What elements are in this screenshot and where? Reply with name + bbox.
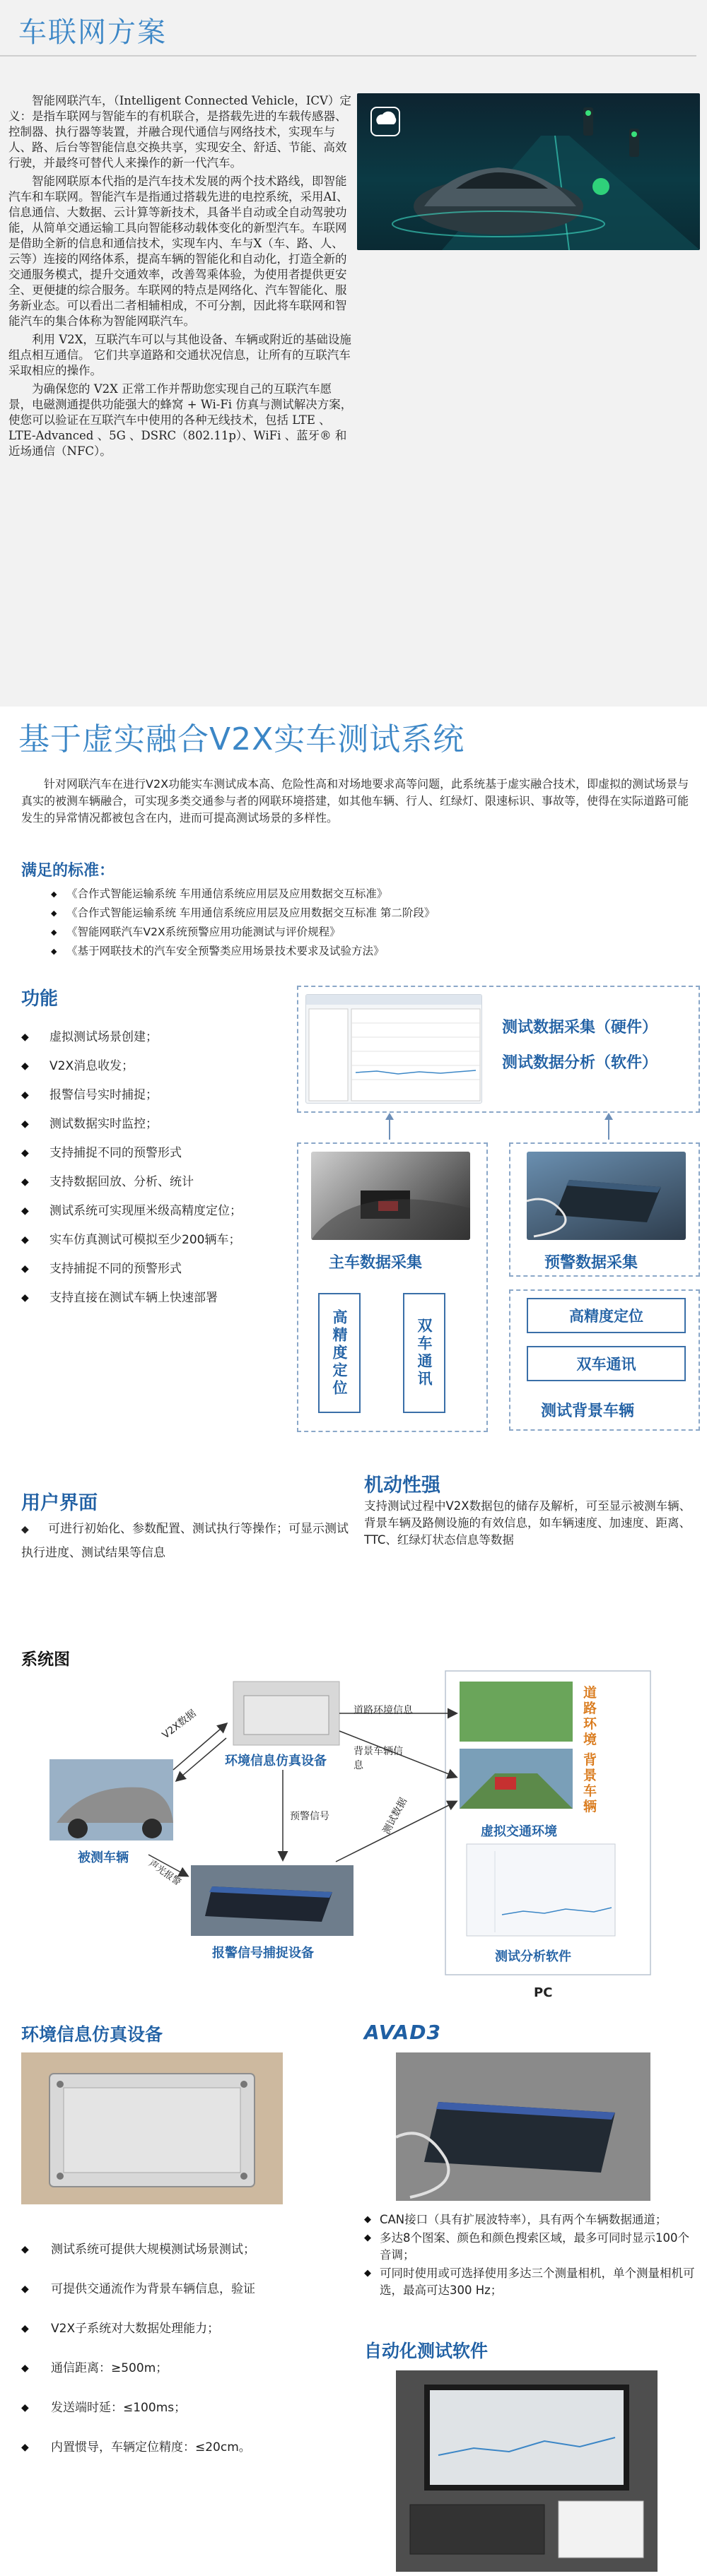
- auto-test-title: 自动化测试软件: [364, 2341, 489, 2361]
- arrow-up: [608, 1114, 609, 1140]
- env-sim-device-label: 环境信息仿真设备: [225, 1754, 327, 1768]
- list-item: ◆ 《合作式智能运输系统 车用通信系统应用层及应用数据交互标准 第二阶段》: [51, 904, 687, 923]
- ui-title: 用户界面: [21, 1492, 98, 1514]
- dual-comm-box: 双车通讯: [403, 1293, 445, 1413]
- list-item: ◆ 可同时使用或可选择使用多达三个测量相机，单个测量相机可选，最高可达300 Hz；: [364, 2265, 696, 2299]
- test-software-label: 测试分析软件: [495, 1949, 571, 1964]
- list-item: ◆ 《基于网联技术的汽车安全预警类应用场景技术要求及试验方法》: [51, 942, 687, 961]
- functions-title: 功能: [21, 988, 59, 1010]
- list-item: ◆ 测试系统可实现厘米级高精度定位；: [21, 1202, 297, 1231]
- hp-pos-box: 高精度定位: [318, 1293, 361, 1413]
- avad-photo: [396, 2052, 650, 2201]
- paragraph: 智能网联汽车，（Intelligent Connected Vehicle，ICV）定义：是指车联网与智能车的有机联合，是搭载先进的车载传感器、控制器、执行器等装置，并融合现代通信与网络技术，实现车与人、路、后台等智能信息交换共享，实现安全、舒适、节能、高效行驶，并最终可替代人来操作的新一代汽车。: [8, 94, 351, 170]
- title-divider: [0, 55, 696, 57]
- warning-signal-label: 预警信号: [290, 1811, 329, 1822]
- pc-label: PC: [534, 1985, 553, 2000]
- avad-list: [364, 2211, 696, 2300]
- dual-comm-box-2: 双车通讯: [527, 1346, 686, 1381]
- road-env-label: 道路环境: [583, 1685, 597, 1747]
- capture-device-photo: [527, 1152, 686, 1240]
- function-diagram: [297, 986, 700, 1438]
- paragraph: 利用 V2X，互联汽车可以与其他设备、车辆或附近的基础设施组点相互通信。 它们共享道路和交通状况信息，让所有的互联汽车采取相应的操作。: [8, 333, 351, 377]
- sound-light-label: 声光报警: [146, 1858, 183, 1889]
- list-item: ◆ V2X消息收发；: [21, 1057, 297, 1086]
- list-item: ◆ 支持数据回放、分析、统计: [21, 1173, 297, 1202]
- list-item: ◆ 内置惯导，车辆定位精度：≤20cm。: [21, 2438, 346, 2477]
- functions-list: [21, 1028, 297, 1318]
- vehicle-interior-photo: [311, 1152, 470, 1240]
- system-diagram: [0, 1632, 707, 2007]
- list-item: ◆ 多达8个图案、颜色和颜色搜索区域，最多可同时显示100个音调；: [364, 2230, 696, 2264]
- mobility-title: 机动性强: [364, 1475, 440, 1496]
- list-item: ◆ 《合作式智能运输系统 车用通信系统应用层及应用数据交互标准》: [51, 885, 687, 904]
- env-device-list: [21, 2240, 346, 2477]
- virtual-traffic-label: 虚拟交通环境: [481, 1824, 557, 1839]
- ui-description: 可进行初始化、参数配置、测试执行等操作；可显示测试执行进度、测试结果等信息: [21, 1522, 349, 1560]
- alarm-capture-label: 报警信号捕捉设备: [212, 1946, 314, 1961]
- warning-label: 预警数据采集: [544, 1254, 638, 1272]
- software-screenshot: [305, 994, 482, 1104]
- list-item: ◆ 测试数据实时监控；: [21, 1115, 297, 1144]
- bg-vehicle-info-label: 背景车辆信息: [354, 1746, 403, 1771]
- analysis-sw-label: 测试数据分析（软件）: [502, 1054, 658, 1072]
- list-item: ◆ 可提供交通流作为背景车辆信息，验证: [21, 2279, 346, 2319]
- v2x-data-label: V2X数据: [160, 1708, 199, 1742]
- list-item: ◆ 测试系统可提供大规模测试场景测试；: [21, 2240, 346, 2279]
- road-env-info-label: 道路环境信息: [354, 1705, 413, 1716]
- list-item: ◆ 支持捕捉不同的预警形式: [21, 1260, 297, 1289]
- section1-title: 车联网方案: [18, 16, 167, 49]
- main-vehicle-label: 主车数据采集: [329, 1254, 423, 1272]
- list-item: ◆ 支持直接在测试车辆上快速部署: [21, 1289, 297, 1318]
- acq-hw-label: 测试数据采集（硬件）: [502, 1019, 658, 1036]
- env-device-photo: [21, 2052, 283, 2204]
- list-item: ◆ 发送端时延：≤100ms；: [21, 2398, 346, 2438]
- test-data-label: 测试数据: [380, 1795, 410, 1836]
- system-title: 系统图: [21, 1650, 70, 1669]
- list-item: ◆ CAN接口（具有扩展波特率），具有两个车辆数据通道；: [364, 2211, 696, 2228]
- section1-body: [8, 93, 355, 462]
- bg-vehicle-label: 测试背景车辆: [541, 1402, 635, 1420]
- auto-test-photo: [396, 2370, 658, 2572]
- section2-intro: 针对网联汽车在进行V2X功能实车测试成本高、危险性高和对场地要求高等问题，此系统基于虚实融合技术，即虚拟的测试场景与真实的被测车辆融合，可实现多类交通参与者的网联环境搭建，如其他车辆、行人、红绿灯、限速标识、事故等，使得在实际道路可能发生的异常情况都被包含在内，进而可提高测试场景的多样性。: [21, 777, 689, 825]
- section2-title: 基于虚实融合V2X实车测试系统: [18, 721, 465, 757]
- list-item: ◆ 实车仿真测试可模拟至少200辆车；: [21, 1231, 297, 1260]
- section-intro: [0, 0, 707, 707]
- mobility-text: 支持测试过程中V2X数据包的储存及解析，可至显示被测车辆、背景车辆及路侧设施的有效信息，如车辆速度、加速度、距离、TTC、红绿灯状态信息等数据: [364, 1499, 691, 1547]
- standards-list: [51, 885, 687, 961]
- list-item: ◆ 支持捕捉不同的预警形式: [21, 1144, 297, 1173]
- bg-vehicle-label: 背景车辆: [583, 1752, 597, 1814]
- avad-title: AVAD3: [364, 2021, 441, 2044]
- tested-vehicle-label: 被测车辆: [78, 1850, 129, 1865]
- list-item: ◆ 虚拟测试场景创建；: [21, 1028, 297, 1057]
- env-device-title: 环境信息仿真设备: [21, 2024, 163, 2045]
- list-item: ◆ 报警信号实时捕捉；: [21, 1086, 297, 1115]
- ui-text: [21, 1518, 354, 1565]
- hp-pos-box-2: 高精度定位: [527, 1298, 686, 1333]
- list-item: ◆ 《智能网联汽车V2X系统预警应用功能测试与评价规程》: [51, 923, 687, 942]
- connected-car-image: [357, 93, 700, 250]
- standards-title: 满足的标准：: [21, 862, 115, 880]
- paragraph: 智能网联原本代指的是汽车技术发展的两个技术路线，即智能汽车和车联网。智能汽车是指通过搭载先进的电控系统，采用AI、信息通信、大数据、云计算等新技术，具备半自动或全自动驾驶功能，从简单交通运输工具向智能移动载体变化的新型汽车。车联网是借助全新的信息和通信技术，实现车内、车与X（车、路、人、云等）连接的网络体系，提高车辆的智能化和自动化，打造全新的交通服务模式，提升交通效率，改善驾乘体验，为使用者提供更安全、更便捷的综合服务。车联网的特点是网络化、汽车智能化、服务新业态。可以看出二者相辅相成，不可分割，因此将车联网和智能汽车的集合体称为智能网联汽车。: [8, 175, 349, 328]
- paragraph: 为确保您的 V2X 正常工作并帮助您实现自己的互联汽车愿景，电磁测通提供功能强大的蜂窝 + Wi-Fi 仿真与测试解决方案，使您可以验证在互联汽车中使用的各种无线技术，包括 LTE 、LTE-Advanced 、5G 、DSRC（802.11p）、WiFi 、蓝牙® 和近场通信（NFC）。: [8, 382, 353, 458]
- arrow-up: [389, 1114, 390, 1140]
- list-item: ◆ V2X子系统对大数据处理能力；: [21, 2319, 346, 2358]
- bullet-icon: ◆: [21, 1524, 29, 1535]
- list-item: ◆ 通信距离：≥500m；: [21, 2358, 346, 2398]
